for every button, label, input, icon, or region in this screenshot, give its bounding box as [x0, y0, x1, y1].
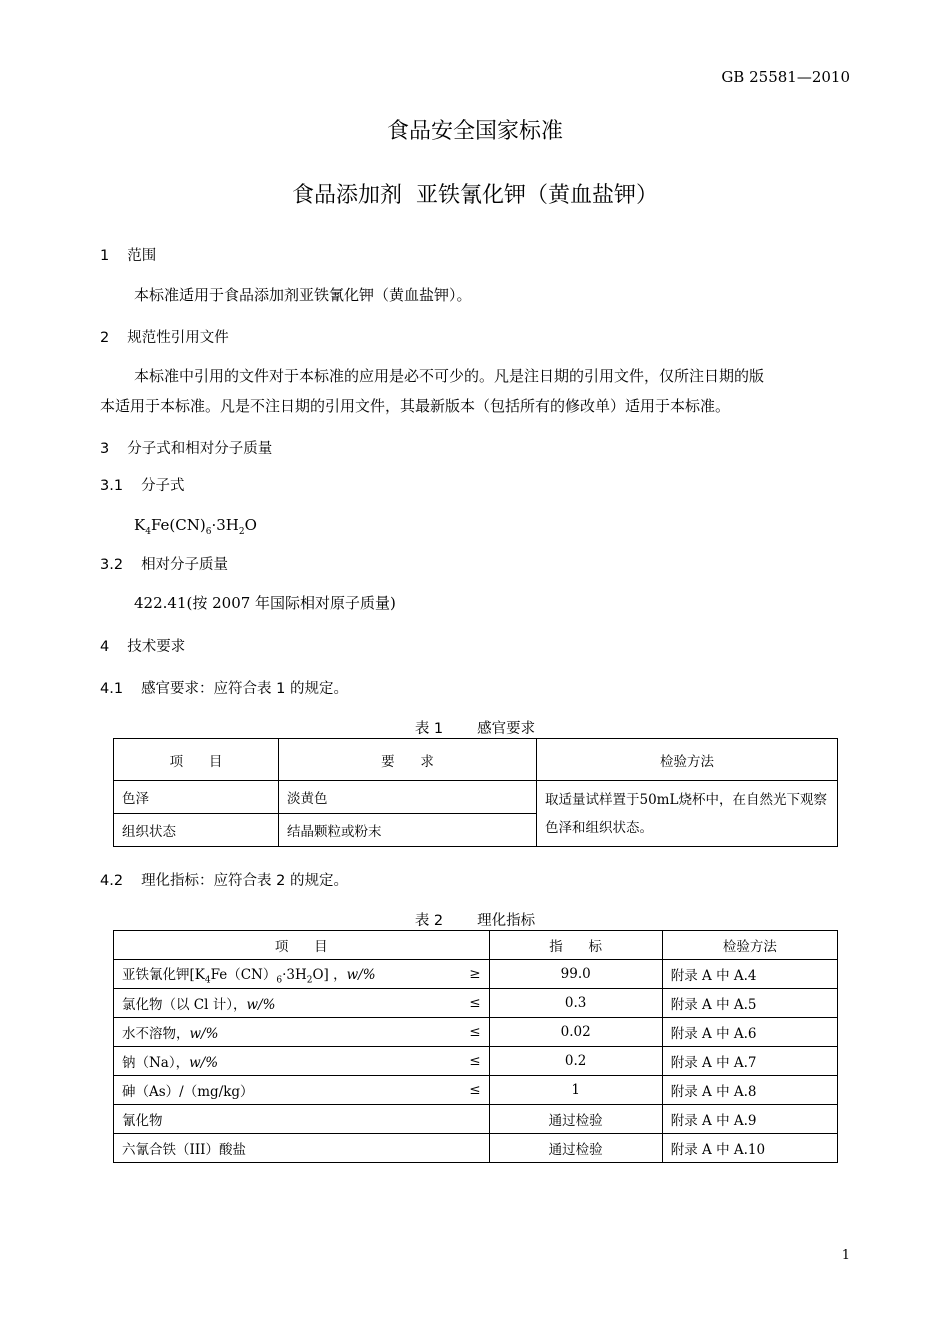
table-cell-method: 附录 A 中 A.5 — [662, 989, 837, 1018]
section-4-1-heading — [100, 677, 348, 698]
section-2-heading — [100, 326, 229, 347]
table-header-row — [114, 931, 838, 960]
unit: w/% — [246, 997, 276, 1013]
table-cell-operator: ≤ — [452, 1047, 489, 1076]
section-1-body: 本标准适用于食品添加剂亚铁氰化钾（黄血盐钾）。 — [134, 286, 472, 304]
table-header-cell: 检验方法 — [537, 739, 838, 781]
table-cell-method: 附录 A 中 A.6 — [662, 1018, 837, 1047]
table-2-physicochemical — [113, 930, 838, 1163]
section-title: 感官要求：应符合表 1 的规定。 — [141, 681, 349, 697]
table-cell-method: 附录 A 中 A.9 — [662, 1105, 837, 1134]
table-caption-number: 表 2 — [414, 913, 444, 929]
page-number: 1 — [841, 1248, 850, 1263]
unit: w/% — [189, 1026, 219, 1042]
section-number: 2 — [100, 330, 110, 346]
table-row — [114, 1018, 838, 1047]
table-cell-item: 色泽 — [114, 781, 279, 814]
table-1-sensory — [113, 738, 838, 847]
table-row — [114, 1076, 838, 1105]
table-cell-item: 亚铁氰化钾$[K_4Fe(CN)_6\cdot 3H_2O]$ ，w/% — [114, 960, 453, 989]
section-3-2-heading — [100, 553, 228, 574]
table-cell-method: 附录 A 中 A.10 — [662, 1134, 837, 1163]
table-header-cell: 要 求 — [279, 739, 537, 781]
table-cell-value: 0.02 — [489, 1018, 662, 1047]
section-3-1-heading — [100, 474, 185, 495]
standard-code: GB 25581—2010 — [721, 68, 850, 86]
section-number: 4 — [100, 639, 110, 655]
table-cell-method: 取适量试样置于50mL烧杯中，在自然光下观察色泽和组织状态。 — [537, 781, 838, 847]
section-3-heading — [100, 437, 272, 458]
table-cell-operator: ≤ — [452, 989, 489, 1018]
section-title: 分子式和相对分子质量 — [127, 441, 273, 457]
table-header-row — [114, 739, 838, 781]
section-number: 1 — [100, 248, 110, 264]
table-cell-operator: ≤ — [452, 1076, 489, 1105]
document-title: 食品安全国家标准 — [386, 119, 563, 144]
table-cell-value: 通过检验 — [489, 1134, 662, 1163]
table-cell-value: 0.2 — [489, 1047, 662, 1076]
table-cell-method: 附录 A 中 A.8 — [662, 1076, 837, 1105]
table-header-cell: 检验方法 — [662, 931, 837, 960]
table-cell-value: 1 — [489, 1076, 662, 1105]
section-2-body-line2: 本适用于本标准。凡是不注日期的引用文件，其最新版本（包括所有的修改单）适用于本标准。 — [100, 397, 731, 415]
table-cell-item: 六氰合铁（III）酸盐 — [114, 1134, 490, 1163]
table-cell-value: 通过检验 — [489, 1105, 662, 1134]
table-cell-item: 组织状态 — [114, 814, 279, 847]
document-subtitle: 食品添加剂 亚铁氰化钾（黄血盐钾） — [292, 183, 658, 208]
table-cell-item: 钠（Na），w/% — [114, 1047, 453, 1076]
table-caption-title: 理化指标 — [477, 913, 536, 929]
section-title: 理化指标：应符合表 2 的规定。 — [141, 873, 349, 889]
table-cell-item: 砷（As）/（mg/kg） — [114, 1076, 453, 1105]
section-4-2-heading — [100, 869, 348, 890]
table-cell-value: 99.0 — [489, 960, 662, 989]
section-1-heading — [100, 244, 156, 265]
unit: w/% — [346, 966, 376, 983]
table-row — [114, 960, 838, 989]
section-title: 相对分子质量 — [141, 557, 229, 573]
table-cell-item: 氰化物 — [114, 1105, 490, 1134]
table-1-caption — [0, 717, 950, 738]
section-2-body-line1: 本标准中引用的文件对于本标准的应用是必不可少的。凡是注日期的引用文件，仅所注日期的版 — [134, 367, 765, 385]
table-header-cell: 项 目 — [114, 739, 279, 781]
table-row — [114, 781, 838, 814]
table-caption-number: 表 1 — [414, 721, 444, 737]
table-2-caption — [0, 909, 950, 930]
table-row — [114, 1134, 838, 1163]
section-title: 技术要求 — [127, 639, 186, 655]
section-4-heading — [100, 635, 185, 656]
table-row — [114, 989, 838, 1018]
table-header-cell: 项 目 — [114, 931, 490, 960]
table-caption-title: 感官要求 — [477, 721, 536, 737]
table-cell-value: 0.3 — [489, 989, 662, 1018]
section-title: 分子式 — [141, 478, 185, 494]
section-title: 规范性引用文件 — [127, 330, 229, 346]
section-number: 3.1 — [100, 478, 124, 494]
section-number: 3.2 — [100, 557, 124, 573]
table-row — [114, 1047, 838, 1076]
table-header-cell: 指 标 — [489, 931, 662, 960]
molecular-formula: $K_4Fe(CN)_6\cdot 3H_2O$ — [134, 516, 257, 537]
table-cell-item: 水不溶物，w/% — [114, 1018, 453, 1047]
table-cell-item: 氯化物（以 Cl 计），w/% — [114, 989, 453, 1018]
section-number: 4.2 — [100, 873, 124, 889]
molecular-mass: 422.41(按 2007 年国际相对原子质量) — [134, 594, 396, 612]
table-cell-method: 附录 A 中 A.4 — [662, 960, 837, 989]
unit: w/% — [189, 1055, 219, 1071]
section-number: 3 — [100, 441, 110, 457]
section-number: 4.1 — [100, 681, 124, 697]
table-cell-operator: ≤ — [452, 1018, 489, 1047]
table-cell-requirement: 结晶颗粒或粉末 — [279, 814, 537, 847]
section-title: 范围 — [127, 248, 157, 264]
table-row — [114, 1105, 838, 1134]
table-cell-requirement: 淡黄色 — [279, 781, 537, 814]
table-cell-method: 附录 A 中 A.7 — [662, 1047, 837, 1076]
table-cell-operator: ≥ — [452, 960, 489, 989]
